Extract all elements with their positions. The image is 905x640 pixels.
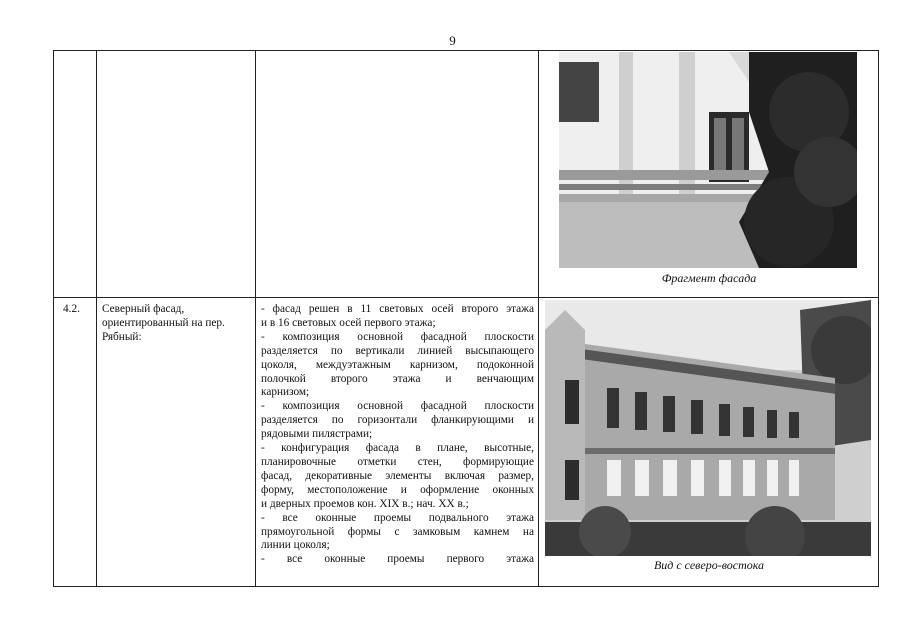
page-number: 9 [449, 33, 456, 48]
description-line: - конфигурация фасада в плане, высотные, [261, 442, 534, 455]
object-name-line: Рябный: [102, 330, 142, 343]
table-border-bottom [53, 586, 879, 587]
description-line: рядовыми пилястрами; [261, 428, 373, 441]
north-facade-caption: Вид с северо-востока [653, 558, 765, 572]
facade-fragment-caption: Фрагмент фасада [661, 271, 757, 285]
object-name-line: ориентированный на пер. [102, 316, 225, 329]
description-line: цоколя, междуэтажным карнизом, подоконной [261, 358, 534, 371]
north-facade-photo [545, 300, 871, 556]
description-line: разделяется по вертикали линией высыпающего [261, 344, 534, 357]
table-divider-1 [96, 50, 97, 587]
description-line: - композиция основной фасадной плоскости [261, 330, 534, 343]
description-line: форму, местоположение и оформление оконных [261, 483, 534, 496]
description-line: линии цоколя; [261, 539, 330, 552]
description-line: прямоугольной формы с замковым камнем на [261, 525, 534, 538]
description-line: и в 16 световых осей первого этажа; [261, 316, 436, 329]
description-line: - фасад решен в 11 световых осей второго этажа [261, 303, 534, 315]
facade-description [261, 303, 534, 567]
description-line: планировочные отметки стен, формирующие [261, 455, 534, 468]
object-name [102, 303, 252, 345]
table-border-left [53, 50, 54, 587]
description-line: - все оконные проемы подвального этажа [261, 511, 534, 524]
description-line: - композиция основной фасадной плоскости [261, 400, 534, 413]
description-line: фасад, декоративные элементы включая размер, [261, 469, 534, 482]
table-border-top [53, 50, 879, 51]
table-divider-2 [255, 50, 256, 587]
description-line: и дверных проемов кон. XIX в.; нач. XX в.; [261, 497, 469, 510]
description-line: - все оконные проемы первого этажа [261, 553, 534, 566]
description-line: разделяется по горизонтали фланкирующими и [261, 414, 534, 427]
row-divider [53, 297, 879, 298]
facade-fragment-photo [559, 52, 857, 268]
object-name-line: Северный фасад, [102, 303, 185, 315]
description-line: карнизом; [261, 386, 310, 399]
table-divider-3 [538, 50, 539, 587]
description-line: полочкой второго этажа и венчающим [261, 372, 534, 385]
table-border-right [878, 50, 879, 587]
document-table [53, 50, 879, 587]
row-number: 4.2. [63, 303, 80, 315]
